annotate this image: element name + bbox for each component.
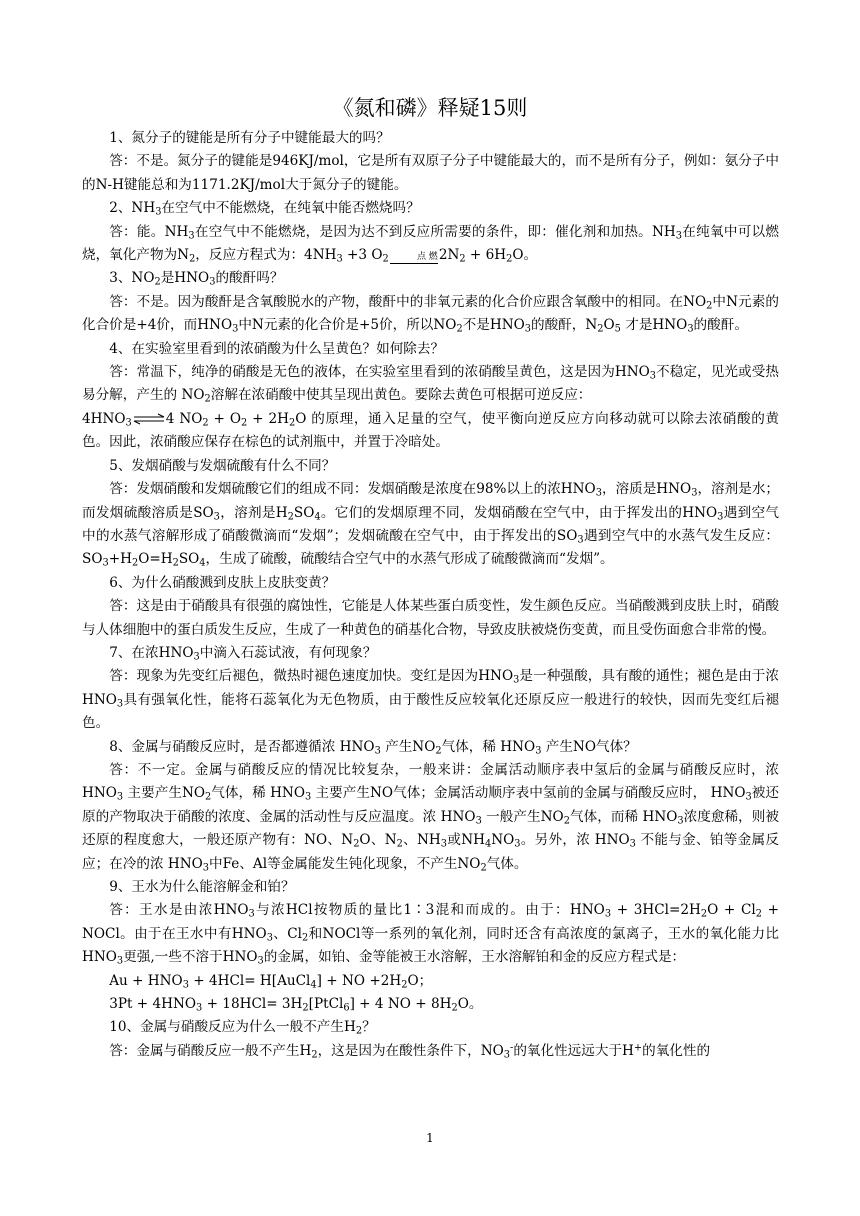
answer-10: 答：金属与硝酸反应一般不产生$H_2$，这是因为在酸性条件下，$NO_3^-$的氧化性远远大于H+的氧化性的 [109, 1042, 711, 1061]
answer-5: 答：发烟硝酸和发烟硫酸它们的组成不同：发烟硝酸是浓度在98%以上的浓$HNO_3$，溶质是$HNO_3$，溶剂是水；而发烟硫酸溶质是$SO_3$，溶剂是$H_2SO_4$。它们的发烟原理不同，发烟硝酸在空气中，由于挥发出的$HNO_3$遇到空气中的水蒸气溶解形成了硝酸微滴而“发烟”；发烟硫酸在空气中，由于挥发出的$SO_3$遇到空气中的水蒸气发生反应：$SO_3+H_2O=H_2SO_4$，生成了硫酸，硫酸结合空气中的水蒸气形成了硫酸微滴而“发烟”。 [82, 481, 780, 569]
answer-1: 答：不是。氮分子的键能是946KJ/mol，它是所有双原子分子中键能最大的，而不是所有分子，例如：氨分子中的N-H键能总和为1171.2KJ/mol大于氮分子的键能。 [82, 153, 779, 193]
answer-7: 答：现象为先变红后褪色，微热时褪色速度加快。变红是因为$HNO_3$是一种强酸，具有酸的通性；褪色是由于浓$HNO_3$具有强氧化性，能将石蕊氧化为无色物质，由于酸性反应较氧化还原反应一般进行的较快，因而先变红后褪色。 [82, 668, 779, 732]
answer-8: 答：不一定。金属与硝酸反应的情况比较复杂，一般来讲：金属活动顺序表中氢后的金属与硝酸反应时，浓 $HNO_3$ 主要产生$NO_2$气体，稀 $HNO_3$ 主要产生NO气体；金属活动顺序表中氢前的金属与硝酸反应时， $HNO_3$被还原的产物取决于硝酸的浓度、金属的活动性与反应温度。浓 $HNO_3$ 一般产生$NO_2$气体，而稀 $HNO_3$浓度愈稀，则被还原的程度愈大，一般还原产物有：NO、$N_2O$、$N_2$、$NH_3$或$NH_4NO_3$。另外，浓 $HNO_3$ 不能与金、铂等金属反应；在冷的浓 $HNO_3$中Fe、Al等金属能发生钝化现象，不产生$NO_2$气体。 [82, 761, 780, 874]
question-1: 1、氮分子的键能是所有分子中键能最大的吗？ [109, 130, 390, 146]
answer-4-tail: 的原理，通入足量的空气，使平衡向逆反应方向移动就可以除去浓硝酸的黄色。因此，浓硝酸应保存在棕色的试剂瓶中，并置于冷暗处。 [82, 410, 779, 451]
equation-hno3-right: 4 $NO_2 + O_2 + 2H_2O$ [165, 410, 307, 429]
condition-label: 点 燃 [416, 252, 438, 263]
equation-gold: $Au + HNO_3 + 4HCl=$ H[AuCl$_4$] + NO $+2H_2O$； [109, 972, 433, 991]
question-5: 5、发烟硝酸与发烟硫酸有什么不同？ [109, 457, 336, 474]
condition-ignite [390, 253, 438, 264]
question-10: 10、金属与硝酸反应为什么一般不产生$H_2$？ [109, 1019, 376, 1037]
question-3: 3、$NO_2$是$HNO_3$的酸酐吗？ [109, 270, 284, 288]
answer-2 [82, 221, 779, 268]
document-title: 《氮和磷》释疑15则 [332, 96, 528, 120]
answer-2-text: 答：能。$NH_3$在空气中不能燃烧，是因为达不到反应所需要的条件，即：催化剂和加热。$NH_3$在纯氧中可以燃烧，氧化产物为$N_2$，反应方程式为： [82, 223, 780, 265]
question-9: 9、王水为什么能溶解金和铂？ [109, 879, 295, 895]
question-4: 4、在实验室里看到的浓硝酸为什么呈黄色？如何除去？ [109, 340, 445, 357]
question-7: 7、在浓$HNO_3$中滴入石蕊试液，有何现象？ [109, 644, 377, 663]
equation-ammonia-right: $2N_2 + 6H_2O$。 [438, 247, 538, 265]
document-body [82, 127, 779, 1063]
answer-4: 答：常温下，纯净的硝酸是无色的液体，在实验室里看到的浓硝酸呈黄色，这是因为$HNO_3$不稳定，见光或受热易分解，产生的 $NO_2$溶解在浓硝酸中使其呈现出黄色。要除去黄色可根据可逆反应： [82, 364, 779, 405]
answer-3: 答：不是。因为酸酐是含氧酸脱水的产物，酸酐中的非氧元素的化合价应跟含氧酸中的相同。在$NO_2$中N元素的化合价是+4价，而$HNO_3$中N元素的化合价是+5价，所以$NO_2$不是$HNO_3$的酸酐，$N_2O_5$ 才是$HNO_3$的酸酐。 [82, 293, 779, 335]
question-2: 2、$NH_3$在空气中不能燃烧，在纯氧中能否燃烧吗？ [109, 200, 420, 218]
question-6: 6、为什么硝酸溅到皮肤上皮肤变黄？ [109, 574, 336, 591]
equation-platinum: $3Pt + 4HNO_3 + 18HCl=$ $3H_2[PtCl_6] + 4$ NO + $8H_2O$。 [109, 996, 483, 1014]
equation-hno3-left: $4HNO_3$ [82, 410, 132, 429]
answer-9: 答：王水是由浓$HNO_3$与浓HCl按物质的量比1∶3混和而成的。由于：$HNO_3 + 3HCl=2H_2O + Cl_2$ + NOCl。由于在王水中有$HNO_3$、$Cl_2$和NOCl等一系列的氧化剂，同时还含有高浓度的氯离子，王水的氧化能力比$HNO_3$更强,一些不溶于$HNO_3$的金属，如铂、金等能被王水溶解，王水溶解铂和金的反应方程式是： [82, 902, 779, 967]
answer-4-equation [82, 408, 779, 455]
reversible-arrow-icon [132, 413, 166, 425]
question-8: 8、金属与硝酸反应时，是否都遵循浓 $HNO_3$ 产生$NO_2$气体，稀 $HNO_3$ 产生NO气体？ [109, 738, 637, 756]
answer-6: 答：这是由于硝酸具有很强的腐蚀性，它能是人体某些蛋白质变性，发生颜色反应。当硝酸溅到皮肤上时，硝酸与人体细胞中的蛋白质发生反应，生成了一种黄色的硝基化合物，导致皮肤被烧伤变黄，而且受伤面愈合非常的慢。 [82, 598, 779, 638]
equation-ammonia-left: $4NH_3 +3$ $O_2$ [304, 247, 389, 265]
page-number: 1 [426, 1131, 434, 1145]
